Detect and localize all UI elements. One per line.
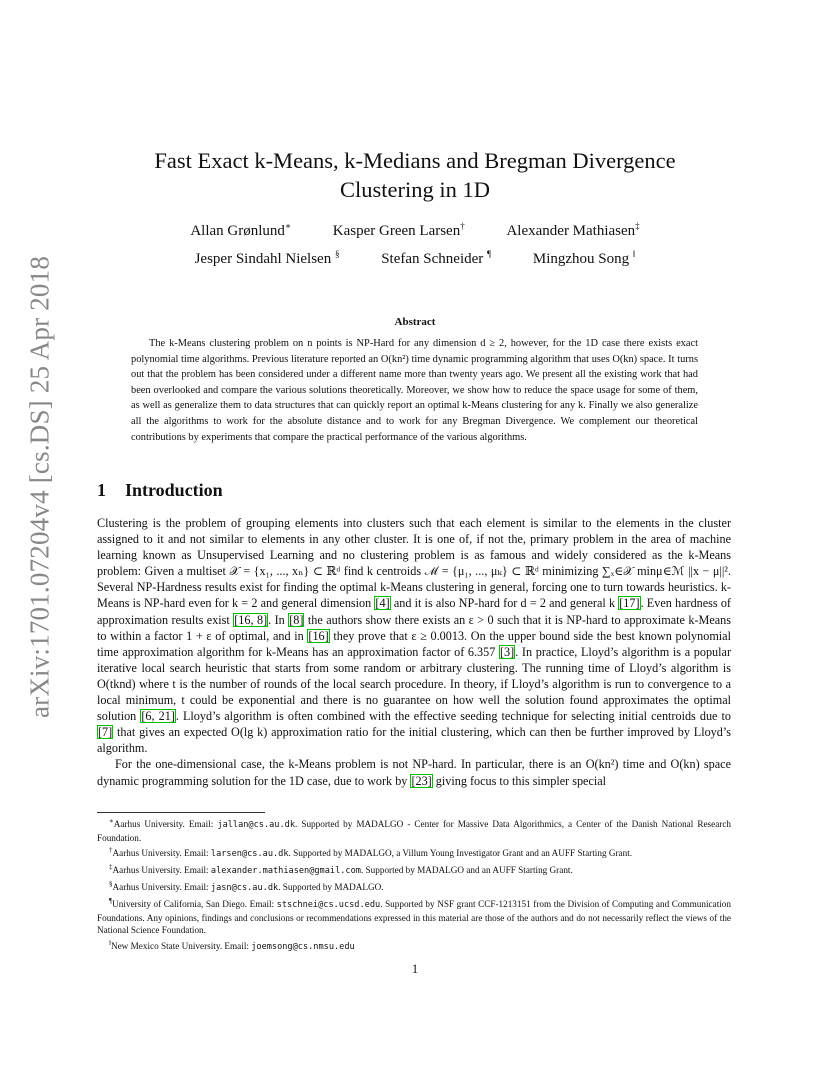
author: Allan Grønlund∗ — [190, 221, 292, 239]
footnote: ∗Aarhus University. Email: jallan@cs.au.dk. Supported by MADALGO - Center for Massive Data Algorithmics, a Center of the Danish National Research Foundation. — [97, 817, 732, 843]
email-link[interactable]: larsen@cs.au.dk — [210, 849, 289, 860]
citation-link[interactable]: [7] — [98, 725, 113, 740]
author: Mingzhou Song ‖ — [532, 249, 636, 267]
title-line-1: Fast Exact k-Means, k-Medians and Bregman Divergence — [154, 148, 676, 173]
intro-paragraph-2: For the one-dimensional case, the k-Means problem is not NP-hard. In particular, there is an O(kn²) time and O(kn) space dynamic programming solution for the 1D case, due to work by [23] giving focus to this simpler special — [97, 757, 731, 788]
author-footnote-mark: ¶ — [487, 249, 492, 259]
footnote: ‖New Mexico State University. Email: joemsong@cs.nmsu.edu — [109, 938, 355, 952]
intro-paragraph-1: Clustering is the problem of grouping elements into clusters such that each element is similar to the elements in the cluster assigned to it and not similar to elements in any other cluster. It is one of, if not the, primary problem in the area of machine learning known as Unsupervised Learning and no clustering problem is as famous and widely considered as the k-Means problem: Given a multiset 𝒳 = {x₁, ..., xₙ} ⊂ ℝᵈ find k centroids ℳ = {μ₁, ..., μₖ} ⊂ ℝᵈ minimizing ∑ₓ∈𝒳 minμ∈ℳ ||x − μ||². Several NP-Hardness results exist for finding the optimal k-Means clustering in general, forcing one to turn towards heuristics. k-Means is NP-hard even for k = 2 and general dimension [4] and it is also NP-hard for d = 2 and general k [17]. Even hardness of approximation results exist [16, 8]. In [8] the authors show there exists an ε > 0 such that it is NP-hard to approximate k-Means to within a factor 1 + ε of optimal, and in [16] they prove that ε ≥ 0.0013. On the upper bound side the best known polynomial time approximation algorithm for k-Means has an approximation factor of 6.357 [3]. In practice, Lloyd’s algorithm is a popular iterative local search heuristic that starts from some random or arbitrary clustering. The running time of Lloyd’s algorithm is O(tknd) where t is the number of rounds of the local search procedure. In theory, if Lloyd’s algorithm is run to convergence to a local minimum, t could be exponential and there is no guarantee on how well the solution found approximates the optimal solution [6, 21]. Lloyd’s algorithm is often combined with the effective seeding technique for selecting initial centroids due to [7] that gives an expected O(lg k) approximation ratio for the initial clustering, which can then be further improved by Lloyd’s algorithm. — [97, 516, 732, 756]
authors-row-2 — [100, 249, 730, 268]
authors-row-1 — [100, 221, 730, 240]
abstract-text: The k-Means clustering problem on n points is NP-Hard for any dimension d ≥ 2, however, for the 1D case there exists exact polynomial time algorithms. Previous literature reported an O(kn²) time dynamic programming algorithm that uses O(kn) space. It turns out that the problem has been considered under a different name more than twenty years ago. We present all the existing work that had been overlooked and compare the various solutions theoretically. Moreover, we show how to reduce the space usage for some of them, as well as generalize them to data structures that can quickly report an optimal k-Means clustering for any k. Finally we also generalize all the algorithms to work for the absolute distance and to work for any Bregman Divergence. We complement our theoretical contributions by experiments that compare the practical performance of the various algorithms. — [131, 338, 698, 443]
email-link[interactable]: jallan@cs.au.dk — [217, 820, 295, 831]
title-line-2: Clustering in 1D — [340, 177, 490, 202]
section-number: 1 — [97, 480, 106, 500]
author-footnote-mark: § — [334, 249, 340, 259]
author: Jesper Sindahl Nielsen § — [194, 249, 340, 267]
author: Stefan Schneider ¶ — [381, 249, 492, 267]
footnote: §Aarhus University. Email: jasn@cs.au.dk. Supported by MADALGO. — [109, 880, 384, 894]
footnote: ¶University of California, San Diego. Email: stschnei@cs.ucsd.edu. Supported by NSF grant CCF-1213151 from the Division of Computing and Communication Foundations. Any opinions, findings and conclusions or recommendations expressed in this material are those of the authors and do not necessarily reflect the views of the National Science Foundation. — [97, 896, 731, 936]
email-link[interactable]: joemsong@cs.nmsu.edu — [251, 942, 355, 952]
citation-link[interactable]: [16] — [308, 628, 329, 643]
footnote: ‡Aarhus University. Email: alexander.mathiasen@gmail.com. Supported by MADALGO and an AUFF Starting Grant. — [109, 863, 573, 877]
section-heading — [97, 480, 223, 501]
footnote-rule — [97, 812, 265, 813]
citation-link[interactable]: [16, 8] — [234, 612, 268, 627]
citation-link[interactable]: [23] — [411, 773, 432, 788]
arxiv-sidebar — [20, 255, 60, 719]
introduction-body — [97, 515, 731, 789]
abstract-heading: Abstract — [394, 316, 436, 328]
arxiv-identifier: arXiv:1701.07204v4 [cs.DS] 25 Apr 2018 — [24, 255, 55, 719]
author-footnote-mark: ∗ — [284, 221, 292, 231]
abstract — [131, 336, 698, 445]
author-footnote-mark: † — [460, 221, 465, 231]
author: Alexander Mathiasen‡ — [506, 221, 640, 239]
footnote: †Aarhus University. Email: larsen@cs.au.dk. Supported by MADALGO, a Villum Young Investigator Grant and an AUFF Starting Grant. — [109, 846, 633, 860]
email-link[interactable]: alexander.mathiasen@gmail.com — [210, 866, 361, 877]
email-link[interactable]: stschnei@cs.ucsd.edu — [276, 899, 381, 910]
citation-link[interactable]: [8] — [289, 612, 304, 627]
author: Kasper Green Larsen† — [332, 221, 465, 239]
email-link[interactable]: jasn@cs.au.dk — [210, 883, 279, 894]
citation-link[interactable]: [6, 21] — [141, 709, 175, 724]
citation-link[interactable]: [4] — [375, 596, 390, 611]
author-footnote-mark: ‡ — [635, 221, 640, 231]
citation-link[interactable]: [17] — [619, 596, 640, 611]
footnotes — [97, 815, 731, 954]
citation-link[interactable]: [3] — [500, 644, 515, 659]
section-title: Introduction — [125, 480, 223, 500]
paper-title — [100, 146, 730, 204]
author-footnote-mark: ‖ — [632, 249, 636, 259]
page-number: 1 — [411, 962, 419, 976]
